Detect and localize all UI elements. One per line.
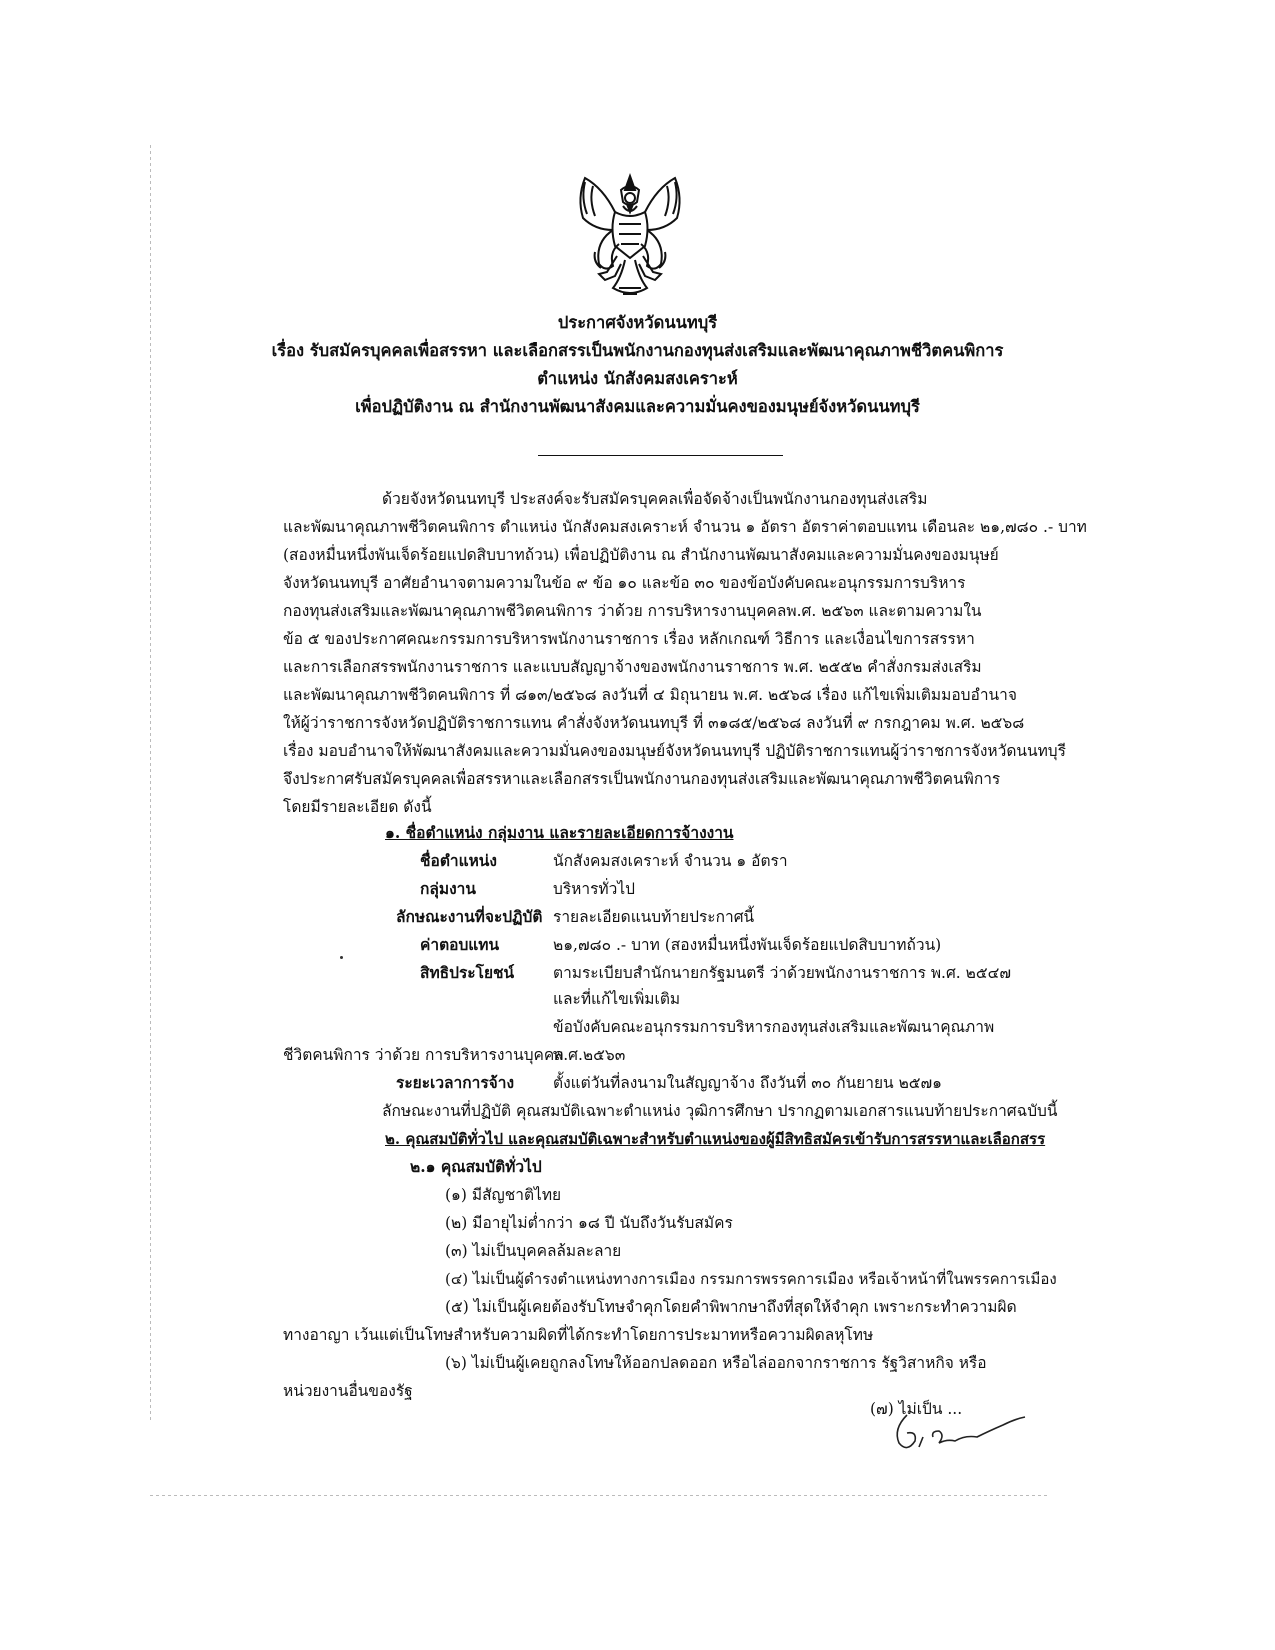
benefits-continuation: ข้อบังคับคณะอนุกรรมการบริหารกองทุนส่งเสริมและพัฒนาคุณภาพ [553,1018,995,1036]
field-label-period: ระยะเวลาการจ้าง [396,1073,515,1092]
qualification-item: (๔) ไม่เป็นผู้ดำรงตำแหน่งทางการเมือง กรรมการพรรคการเมือง หรือเจ้าหน้าที่ในพรรคการเมือง [445,1270,1057,1288]
page-continuation: (๗) ไม่เป็น ... [870,1400,963,1418]
qualification-item: (๒) มีอายุไม่ต่ำกว่า ๑๘ ปี นับถึงวันรับสมัคร [445,1214,733,1232]
field-label-benefits: สิทธิประโยชน์ [420,963,515,982]
section-1-heading: ๑. ชื่อตำแหน่ง กลุ่มงาน และรายละเอียดการจ้างงาน [385,823,734,842]
qualification-item: (๓) ไม่เป็นบุคคลล้มละลาย [445,1242,622,1260]
subject-line-1: เรื่อง รับสมัครบุคคลเพื่อสรรหา และเลือกสรรเป็นพนักงานกองทุนส่งเสริมและพัฒนาคุณภาพชีวิตคนพิการ [271,341,1004,360]
section-1-note: ลักษณะงานที่ปฏิบัติ คุณสมบัติเฉพาะตำแหน่ง วุฒิการศึกษา ปรากฏตามเอกสารแนบท้ายประกาศฉบับนี้ [382,1102,1058,1120]
field-label-job-nature: ลักษณะงานที่จะปฏิบัติ [396,907,543,926]
intro-line: ให้ผู้ว่าราชการจังหวัดปฏิบัติราชการแทน คำสั่งจังหวัดนนทบุรี ที่ ๓๑๘๕/๒๕๖๘ ลงวันที่ ๙ กรกฎาคม พ.ศ. ๒๕๖๘ [283,714,1025,732]
intro-line: กองทุนส่งเสริมและพัฒนาคุณภาพชีวิตคนพิการ ว่าด้วย การบริหารงานบุคคลพ.ศ. ๒๕๖๓ และตามความใน [283,602,982,620]
intro-line: จึงประกาศรับสมัครบุคคลเพื่อสรรหาและเลือกสรรเป็นพนักงานกองทุนส่งเสริมและพัฒนาคุณภาพชีวิตคนพิการ [283,770,1001,788]
field-label-compensation: ค่าตอบแทน [420,935,500,954]
qualification-item-cont: ทางอาญา เว้นแต่เป็นโทษสำหรับความผิดที่ได้กระทำโดยการประมาทหรือความผิดลหุโทษ [283,1326,874,1344]
section-2-heading: ๒. คุณสมบัติทั่วไป และคุณสมบัติเฉพาะสำหรับตำแหน่งของผู้มีสิทธิสมัครเข้ารับการสรรหาและเลือกสรร [385,1130,1046,1148]
scan-edge-vertical [150,145,151,1420]
intro-line: และพัฒนาคุณภาพชีวิตคนพิการ ที่ ๘๑๓/๒๕๖๘ ลงวันที่ ๔ มิถุนายน พ.ศ. ๒๕๖๘ เรื่อง แก้ไขเพิ่มเติมมอบอำนาจ [283,686,1017,704]
intro-line: ด้วยจังหวัดนนทบุรี ประสงค์จะรับสมัครบุคคลเพื่อจัดจ้างเป็นพนักงานกองทุนส่งเสริม [382,490,928,508]
page-title: ประกาศจังหวัดนนทบุรี [557,313,718,332]
qualification-item: (๑) มีสัญชาติไทย [445,1186,562,1204]
subject-line-2: ตำแหน่ง นักสังคมสงเคราะห์ [537,369,738,388]
intro-line: และการเลือกสรรพนักงานราชการ และแบบสัญญาจ้างของพนักงานราชการ พ.ศ. ๒๕๕๒ คำสั่งกรมส่งเสริม [283,658,982,676]
qualification-item-cont: หน่วยงานอื่นของรัฐ [283,1382,413,1400]
field-value-compensation: ๒๑,๗๘๐ .- บาท (สองหมื่นหนึ่งพันเจ็ดร้อยแปดสิบบาทถ้วน) [553,936,942,954]
title-rule [538,455,783,456]
benefits-continuation: และที่แก้ไขเพิ่มเติม [553,990,681,1008]
field-value-group: บริหารทั่วไป [553,880,635,898]
qualification-item: (๕) ไม่เป็นผู้เคยต้องรับโทษจำคุกโดยคำพิพากษาถึงที่สุดให้จำคุก เพราะกระทำความผิด [445,1298,1017,1316]
scan-speck [340,956,343,959]
field-value-benefits: ตามระเบียบสำนักนายกรัฐมนตรี ว่าด้วยพนักงานราชการ พ.ศ. ๒๕๔๗ [553,964,1011,982]
intro-line: (สองหมื่นหนึ่งพันเจ็ดร้อยแปดสิบบาทถ้วน) เพื่อปฏิบัติงาน ณ สำนักงานพัฒนาสังคมและความมั่นคงของมนุษย์ [283,546,999,564]
field-label-position: ชื่อตำแหน่ง [420,851,497,870]
qualification-item: (๖) ไม่เป็นผู้เคยถูกลงโทษให้ออกปลดออก หรือไล่ออกจากราชการ รัฐวิสาหกิจ หรือ [445,1354,987,1372]
intro-line: โดยมีรายละเอียด ดังนี้ [283,798,432,816]
garuda-emblem [555,168,705,303]
subject-line-3: เพื่อปฏิบัติงาน ณ สำนักงานพัฒนาสังคมและความมั่นคงของมนุษย์จังหวัดนนทบุรี [355,397,920,416]
field-value-period: ตั้งแต่วันที่ลงนามในสัญญาจ้าง ถึงวันที่ ๓๐ กันยายน ๒๕๗๑ [553,1074,943,1092]
field-label-group: กลุ่มงาน [420,879,476,898]
handwritten-initials [885,1395,1035,1470]
scan-edge-horizontal [150,1495,1050,1496]
benefits-year: พ.ศ.๒๕๖๓ [553,1046,626,1064]
intro-line: จังหวัดนนทบุรี อาศัยอำนาจตามความในข้อ ๙ ข้อ ๑๐ และข้อ ๓๐ ของข้อบังคับคณะอนุกรรมการบริหาร [283,574,966,592]
field-value-job-nature: รายละเอียดแนบท้ายประกาศนี้ [553,908,755,926]
section-2-1-heading: ๒.๑ คุณสมบัติทั่วไป [410,1157,542,1176]
benefits-continuation: ชีวิตคนพิการ ว่าด้วย การบริหารงานบุคคล [283,1046,564,1064]
intro-line: และพัฒนาคุณภาพชีวิตคนพิการ ตำแหน่ง นักสังคมสงเคราะห์ จำนวน ๑ อัตรา อัตราค่าตอบแทน เดือนละ ๒๑,๗๘๐ .- บาท [283,518,1087,536]
intro-line: ข้อ ๕ ของประกาศคณะกรรมการบริหารพนักงานราชการ เรื่อง หลักเกณฑ์ วิธีการ และเงื่อนไขการสรรหา [283,630,975,648]
intro-line: เรื่อง มอบอำนาจให้พัฒนาสังคมและความมั่นคงของมนุษย์จังหวัดนนทบุรี ปฏิบัติราชการแทนผู้ว่าราชการจังหวัดนนทบุรี [283,742,1066,760]
field-value-position: นักสังคมสงเคราะห์ จำนวน ๑ อัตรา [553,852,788,870]
